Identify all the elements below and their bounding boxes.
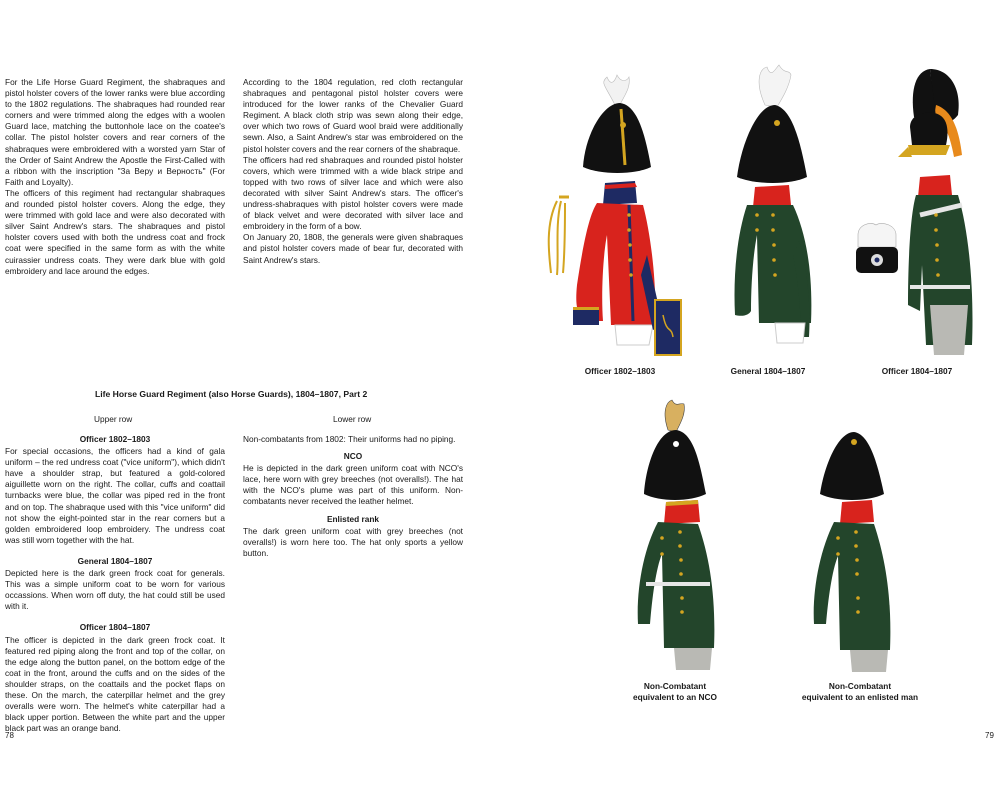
text-column-top-right (243, 77, 463, 266)
text-column-bottom-right (243, 434, 463, 559)
paragraph-1804-regulation: According to the 1804 regulation, red cloth rectangular shabraques and pentagonal pistol holster covers were introduced for the lower ranks of the Chevalier Guard Regiment. A black cloth strip was sewn along their edge, over which two rows of Guard wool braid were additionally sewn. Also, a Saint Andrew's star was embroidered on the pistol holster covers and the rear corners of the shabraque. (243, 77, 463, 154)
bicorne-hat-icon (737, 105, 807, 183)
helmet-cover-icon (856, 223, 898, 273)
figure-enlisted-noncombatant (790, 410, 910, 680)
pistol-holster-icon (655, 300, 681, 355)
caption-nco-line1: Non-Combatant (643, 681, 707, 691)
caption-enlisted-line2: equivalent to an enlisted man (801, 692, 919, 702)
upper-row-label: Upper row (94, 414, 133, 424)
figure-nco-noncombatant (610, 398, 730, 678)
bicorne-hat-icon (583, 103, 651, 173)
bicorne-hat-icon (820, 432, 884, 500)
caption-enlisted-noncombatant (785, 681, 935, 703)
bicorne-hat-icon (644, 430, 706, 500)
text-column-top-left (5, 77, 225, 277)
heading-officer-1804: Officer 1804–1807 (79, 622, 151, 633)
caption-enlisted-line1: Non-Combatant (828, 681, 892, 691)
page-number-right: 79 (985, 731, 994, 740)
lower-row-label: Lower row (333, 414, 372, 424)
heading-enlisted: Enlisted rank (326, 513, 380, 524)
paragraph-general-1804: Depicted here is the dark green frock coat for generals. This was a simple uniform coat to be worn for various occassions. When worn off duty, the hat could still be used with it. (5, 568, 225, 612)
white-plume-icon (604, 75, 630, 107)
caterpillar-helmet-icon (898, 69, 962, 157)
page-number-left: 78 (5, 731, 14, 740)
paragraph-officers-shabraques: The officers of this regiment had rectangular shabraques and rounded pistol holster covers. Along the edge, they were trimmed with gold lace and were also decorated with silver Saint Andrew's stars. The shabraques and pistol holster covers used with both the undress coat and frock coat were specified in the same form as with the white cuirassier undress coats. They were dark blue with gold embroidery and lace around the edges. (5, 187, 225, 276)
caption-nco-noncombatant (610, 681, 740, 703)
paragraph-enlisted: The dark green uniform coat with grey breeches (not overalls!) is worn here too. The hat only sports a yellow button. (243, 525, 463, 558)
figure-officer-1802 (545, 75, 685, 365)
aiguillette-icon (549, 197, 569, 275)
white-plume-icon (759, 65, 791, 107)
caption-general-1804: General 1804–1807 (730, 366, 806, 376)
caption-officer-1804: Officer 1804–1807 (881, 366, 953, 376)
heading-general-1804: General 1804–1807 (77, 555, 153, 566)
paragraph-generals-bear-fur: On January 20, 1808, the generals were given shabraques and pistol holster covers made of bear fur, decorated with Saint Andrew's stars. (243, 232, 463, 265)
paragraph-shabraques-horse-guard: For the Life Horse Guard Regiment, the shabraques and pistol holster covers of the lower ranks were blue according to the 1802 regulations. The shabraques had rounded rear corners and were trimmed along the edges with a woolen Guard lace, matching the buttonhole lace on the coatee's collar. The pistol holster covers and rear corners of the shabraques were embroidered with a worsted yarn Star of the Order of Saint Andrew the Apostle the First-Called with a ribbon with the inscription "За Веру и Верность" (For Faith and Loyalty). (5, 77, 225, 187)
paragraph-nco: He is depicted in the dark green uniform coat with NCO's lace, here worn with grey breeches (not overalls!). The hat with the NCO's plume was part of this uniform. Non-combatants never received the leather helmet. (243, 463, 463, 507)
nco-plume-icon (665, 400, 684, 432)
figure-officer-1804 (850, 65, 990, 360)
heading-nco: NCO (343, 451, 363, 462)
heading-officer-1802: Officer 1802–1803 (79, 434, 151, 444)
figure-general-1804 (715, 65, 825, 355)
text-column-bottom-left (5, 434, 225, 734)
caption-officer-1802: Officer 1802–1803 (584, 366, 656, 376)
paragraph-officer-1802: For special occasions, the officers had a kind of gala uniform – the red undress coat ("vice uniform"), which didn't have a shoulder strap, but featured a gold-colored aiguillette worn on the right. The collar, cuffs and coattail turnbacks were blue, the collar was piped red in the front and on top. The shabraque used with this "vice uniform" did not show the eight-pointed star in the rear corners but a golden embroidered loop embroidery. The undress coat was still worn together with the hat. (5, 446, 225, 545)
paragraph-noncombatants: Non-combatants from 1802: Their uniforms had no piping. (243, 434, 456, 444)
paragraph-officer-1804: The officer is depicted in the dark green frock coat. It featured red piping along the front and top of the collar, on the edge along the button panel, on the bottom edge of the coat in the front, around the cuffs and on the sides of the shoulder straps, on the coattails and the pocket flaps on these. On the march, the caterpillar helmet and the grey overalls were worn. The helmet's white caterpillar had a black upper portion. Between the white part and the upper black part was an orange band. (5, 634, 225, 734)
section-title: Life Horse Guard Regiment (also Horse Guards), 1804–1807, Part 2 (95, 389, 368, 399)
paragraph-officers-red-shabraques: The officers had red shabraques and rounded pistol holster covers, which were trimmed with a wide black stripe and topped with two rows of silver lace and which were also decorated with silver Saint Andrew's stars. The officer's undress-shabraques with pistol holster covers were made of black velvet and were decorated with silver lace and embroidery in the form of a bow. (243, 154, 463, 232)
caption-nco-line2: equivalent to an NCO (633, 692, 717, 702)
